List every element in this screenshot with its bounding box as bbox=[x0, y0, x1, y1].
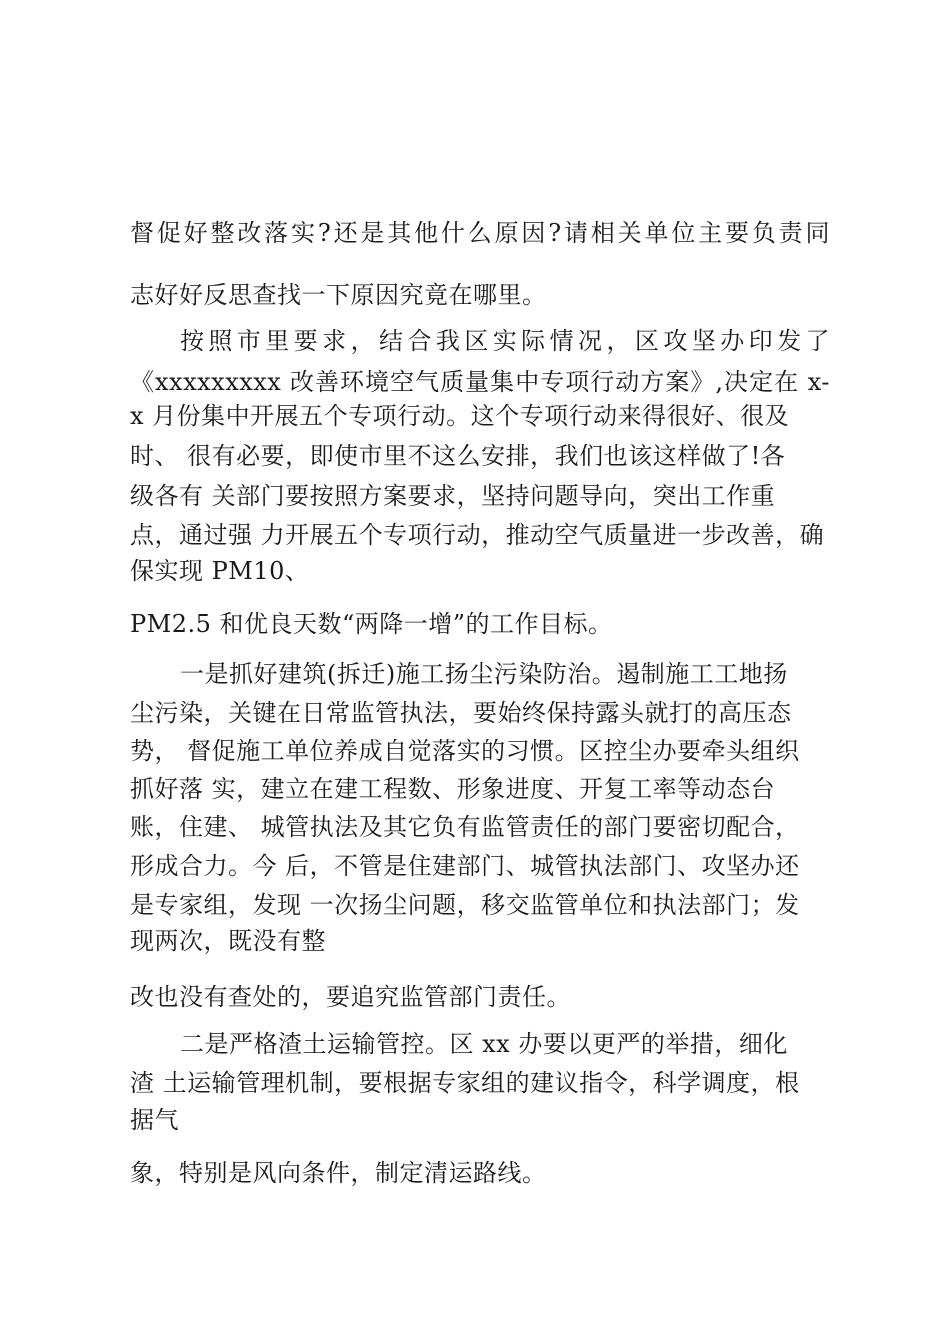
text-line: 势， 督促施工单位养成自觉落实的习惯。区控尘办要牵头组织 bbox=[130, 737, 800, 765]
text-line: 保实现 PM10、 bbox=[130, 557, 310, 585]
text-line: 志好好反思查找一下原因究竟在哪里。 bbox=[130, 281, 547, 309]
text-line: 尘污染，关键在日常监管执法，要始终保持露头就打的高压态 bbox=[130, 699, 792, 727]
text-line: 按照市里要求，结合我区实际情况，区攻坚办印发了 bbox=[180, 327, 830, 355]
text-line: 是专家组，发现 一次扬尘问题，移交监管单位和执法部门；发 bbox=[130, 891, 800, 919]
text-line: 抓好落 实，建立在建工程数、形象进度、开复工率等动态台 bbox=[130, 775, 776, 803]
text-line: 据气 bbox=[130, 1106, 179, 1134]
text-line: 一是抓好建筑(拆迁)施工扬尘污染防治。遏制施工工地扬 bbox=[180, 660, 788, 688]
text-line: 时、 很有必要，即使市里不这么安排，我们也该这样做了!各 bbox=[130, 442, 786, 470]
text-line: 形成合力。今 后，不管是住建部门、城管执法部门、攻坚办还 bbox=[130, 852, 800, 880]
text-line: 改也没有查处的，要追究监管部门责任。 bbox=[130, 983, 571, 1011]
text-line: x 月份集中开展五个专项行动。这个专项行动来得很好、很及 bbox=[130, 402, 790, 430]
text-line: 二是严格渣土运输管控。区 xx 办要以更严的举措，细化 bbox=[180, 1030, 788, 1058]
text-line: 现两次，既没有整 bbox=[130, 927, 326, 955]
text-line: 《xxxxxxxxx 改善环境空气质量集中专项行动方案》,决定在 x- bbox=[130, 368, 830, 396]
text-line: 督促好整改落实?还是其他什么原因?请相关单位主要负责同 bbox=[130, 219, 830, 247]
text-line: 级各有 关部门要按照方案要求，坚持问题导向，突出工作重 bbox=[130, 482, 776, 510]
text-line: PM2.5 和优良天数“两降一增”的工作目标。 bbox=[130, 610, 613, 638]
text-line: 象，特别是风向条件，制定清运路线。 bbox=[130, 1159, 547, 1187]
text-line: 点，通过强 力开展五个专项行动，推动空气质量进一步改善，确 bbox=[130, 521, 825, 549]
text-line: 账，住建、 城管执法及其它负有监管责任的部门要密切配合， bbox=[130, 813, 800, 841]
text-line: 渣 土运输管理机制，要根据专家组的建议指令，科学调度，根 bbox=[130, 1069, 800, 1097]
